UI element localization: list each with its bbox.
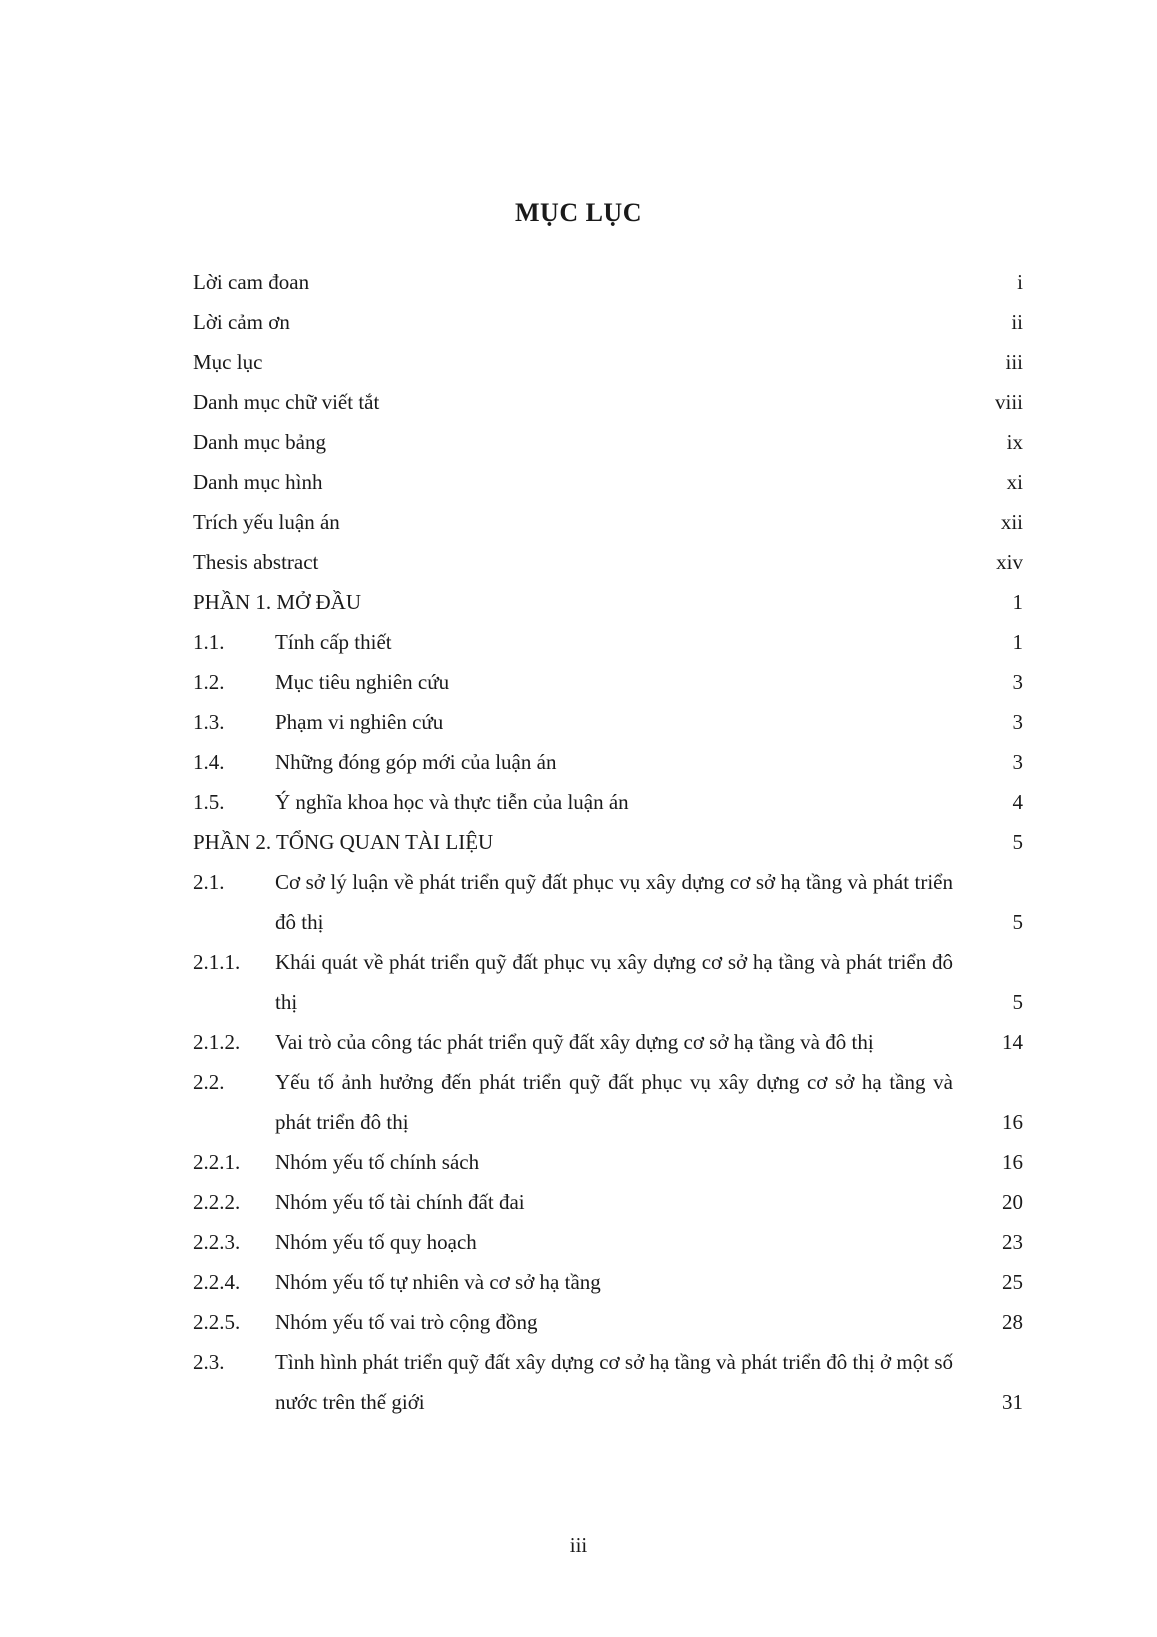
toc-entry <box>193 1022 1023 1062</box>
toc-entry-page: iii <box>1005 350 1023 374</box>
toc-entry-number: 2.1.1. <box>193 950 241 974</box>
toc-entry-page: i <box>1017 270 1023 294</box>
toc-entry-label: Trích yếu luận án <box>193 510 340 534</box>
page-number-footer: iii <box>569 1533 588 1557</box>
toc-entry-label: Vai trò của công tác phát triển quỹ đất xây dựng cơ sở hạ tầng và đô thị <box>275 1030 874 1054</box>
toc-entry <box>193 622 1023 662</box>
toc-entry-label: Tình hình phát triển quỹ đất xây dựng cơ sở hạ tầng và phát triển đô thị ở một số nước trên thế giới <box>275 1350 953 1414</box>
toc-entry-label: Nhóm yếu tố chính sách <box>275 1150 480 1174</box>
toc-entry-label: Yếu tố ảnh hưởng đến phát triển quỹ đất phục vụ xây dựng cơ sở hạ tầng và phát triển đô thị <box>275 1070 953 1134</box>
toc-entry <box>193 422 1023 462</box>
toc-entry-label: Nhóm yếu tố tự nhiên và cơ sở hạ tầng <box>275 1270 601 1294</box>
toc-entry-page: 3 <box>1012 710 1023 734</box>
toc-entry <box>193 1262 1023 1302</box>
toc-entry-page: 3 <box>1012 750 1023 774</box>
toc-entry-label: Khái quát về phát triển quỹ đất phục vụ xây dựng cơ sở hạ tầng và phát triển đô thị <box>275 950 953 1014</box>
toc-entry-page: 5 <box>1012 990 1023 1014</box>
toc-entry-label: Những đóng góp mới của luận án <box>275 750 557 774</box>
toc-entry-number: 2.1.2. <box>193 1030 241 1054</box>
toc-entry-label: Nhóm yếu tố tài chính đất đai <box>275 1190 525 1214</box>
toc-entry-page: 5 <box>1012 910 1023 934</box>
toc-entry-page: 28 <box>1002 1310 1023 1334</box>
page-title: MỤC LỤC <box>515 198 642 227</box>
toc-entry-number: 2.2.3. <box>193 1230 241 1254</box>
toc-entry-number: 2.2.5. <box>193 1310 241 1334</box>
toc-entry-label: PHẦN 2. TỔNG QUAN TÀI LIỆU <box>193 830 494 854</box>
toc-entry-label: Cơ sở lý luận về phát triển quỹ đất phục vụ xây dựng cơ sở hạ tầng và phát triển đô thị <box>275 870 953 934</box>
toc-entry <box>193 502 1023 542</box>
toc-entry <box>193 1342 1023 1422</box>
toc-entry <box>193 1182 1023 1222</box>
toc-entry-number: 2.1. <box>193 870 225 894</box>
toc-entry-label: Mục tiêu nghiên cứu <box>275 670 450 694</box>
toc-entry <box>193 742 1023 782</box>
toc-entry-page: ix <box>1006 430 1023 454</box>
toc-entry <box>193 662 1023 702</box>
toc-entry-label: PHẦN 1. MỞ ĐẦU <box>193 590 362 614</box>
toc-entry-page: viii <box>994 390 1023 414</box>
toc-entry-label: Danh mục chữ viết tắt <box>193 390 380 414</box>
toc-entry-page: xi <box>1006 470 1023 494</box>
toc-entry <box>193 1062 1023 1142</box>
table-of-contents <box>193 262 1023 1422</box>
toc-entry-label: Danh mục hình <box>193 470 323 494</box>
toc-entry-label: Nhóm yếu tố quy hoạch <box>275 1230 477 1254</box>
toc-entry <box>193 702 1023 742</box>
toc-entry <box>193 262 1023 302</box>
toc-entry-number: 2.3. <box>193 1350 225 1374</box>
toc-entry-page: xii <box>1000 510 1023 534</box>
toc-entry <box>193 862 1023 942</box>
toc-entry-page: 23 <box>1002 1230 1023 1254</box>
toc-entry-number: 2.2.1. <box>193 1150 241 1174</box>
toc-entry-label: Phạm vi nghiên cứu <box>275 710 444 734</box>
toc-entry-number: 2.2.2. <box>193 1190 241 1214</box>
toc-entry <box>193 302 1023 342</box>
toc-entry-page: 4 <box>1012 790 1023 814</box>
toc-entry <box>193 822 1023 862</box>
toc-entry-number: 1.1. <box>193 630 225 654</box>
toc-entry-label: Thesis abstract <box>193 550 319 574</box>
toc-entry-number: 2.2. <box>193 1070 225 1094</box>
toc-entry-page: 1 <box>1012 590 1023 614</box>
toc-entry <box>193 382 1023 422</box>
toc-entry-page: ii <box>1011 310 1023 334</box>
toc-entry <box>193 1222 1023 1262</box>
toc-entry-page: 31 <box>1002 1390 1023 1414</box>
toc-entry <box>193 942 1023 1022</box>
toc-entry-label: Tính cấp thiết <box>275 630 392 654</box>
toc-entry-page: 16 <box>1002 1150 1023 1174</box>
toc-entry-page: 20 <box>1002 1190 1023 1214</box>
toc-entry <box>193 462 1023 502</box>
toc-entry-page: 14 <box>1002 1030 1023 1054</box>
toc-entry-label: Mục lục <box>193 350 263 374</box>
toc-entry-label: Danh mục bảng <box>193 430 326 454</box>
toc-entry-label: Lời cam đoan <box>193 270 310 294</box>
toc-entry-label: Ý nghĩa khoa học và thực tiễn của luận án <box>275 790 629 814</box>
toc-entry-page: xiv <box>996 550 1023 574</box>
toc-entry-page: 16 <box>1002 1110 1023 1134</box>
toc-entry <box>193 1142 1023 1182</box>
toc-entry-number: 1.2. <box>193 670 225 694</box>
toc-entry-number: 1.4. <box>193 750 225 774</box>
toc-entry-label: Lời cảm ơn <box>193 310 290 334</box>
toc-entry-number: 1.3. <box>193 710 225 734</box>
toc-entry-number: 1.5. <box>193 790 225 814</box>
toc-entry <box>193 342 1023 382</box>
toc-entry-page: 5 <box>1012 830 1023 854</box>
toc-entry <box>193 542 1023 582</box>
toc-entry-page: 1 <box>1012 630 1023 654</box>
toc-entry-number: 2.2.4. <box>193 1270 241 1294</box>
toc-entry-page: 3 <box>1012 670 1023 694</box>
toc-entry-page: 25 <box>1002 1270 1023 1294</box>
toc-entry <box>193 782 1023 822</box>
toc-entry <box>193 582 1023 622</box>
toc-entry <box>193 1302 1023 1342</box>
toc-entry-label: Nhóm yếu tố vai trò cộng đồng <box>275 1310 538 1334</box>
